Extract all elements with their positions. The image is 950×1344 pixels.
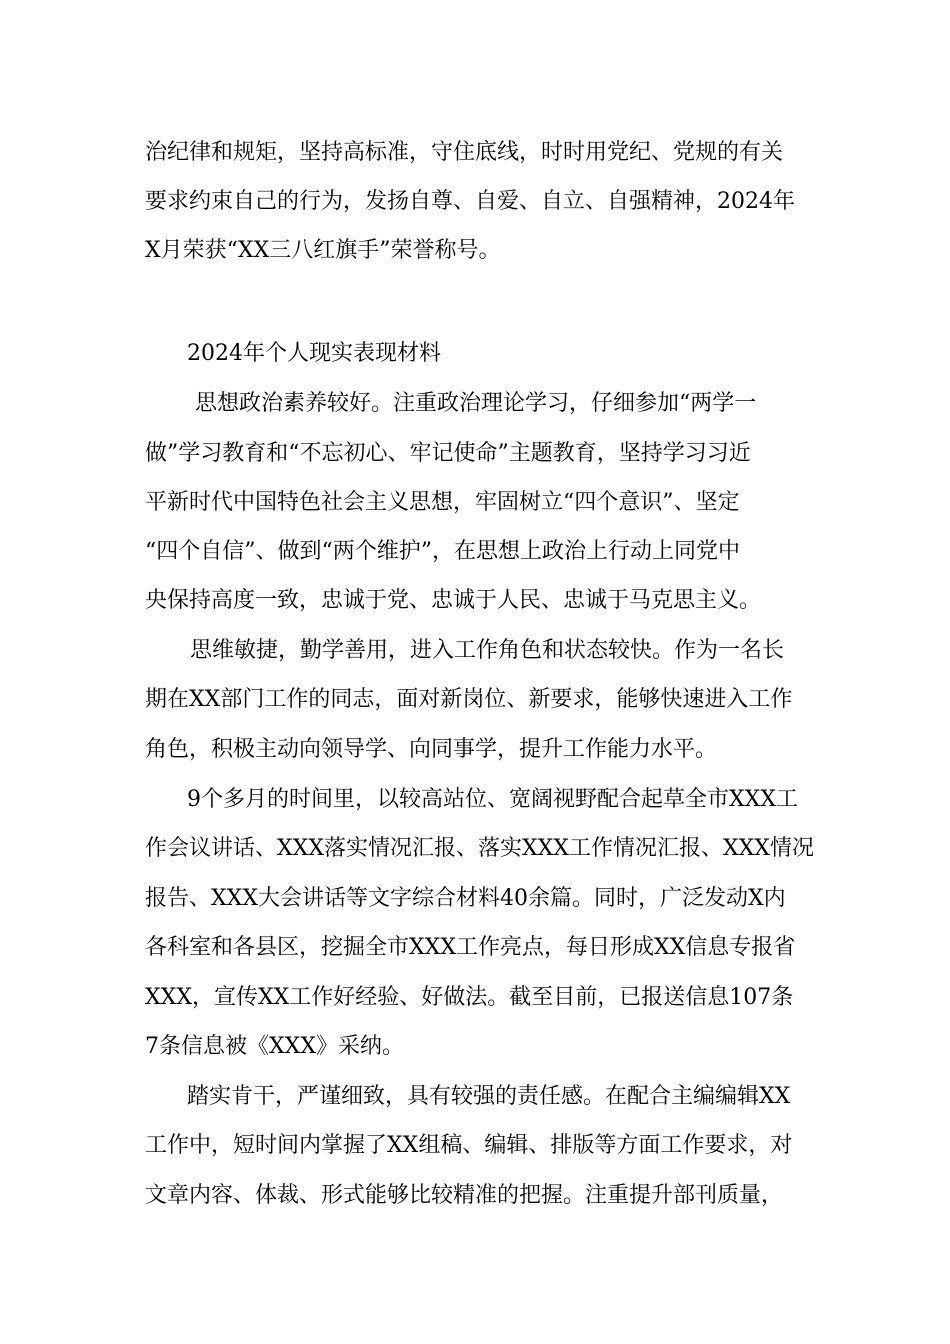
paragraph3-line-4: 各科室和各县区，挖掘全市XXX工作亮点，每日形成XX信息专报省: [145, 935, 796, 960]
paragraph3-line-5: XXX，宣传XX工作好经验、好做法。截至目前，已报送信息107条: [145, 985, 794, 1010]
paragraph4-line-2: 工作中，短时间内掌握了XX组稿、编辑、排版等方面工作要求，对: [145, 1133, 793, 1158]
paragraph3-line-3: 报告、XXX大会讲话等文字综合材料40余篇。同时，广泛发动X内: [145, 886, 786, 911]
paragraph1-line-1: 思想政治素养较好。注重政治理论学习，仔细参加“两学一: [195, 391, 757, 416]
intro-line-3: X月荣获“XX三八红旗手”荣誉称号。: [145, 238, 501, 263]
paragraph4-line-3: 文章内容、体裁、形式能够比较精准的把握。注重提升部刊质量，: [145, 1183, 784, 1208]
paragraph1-line-5: 央保持高度一致，忠诚于党、忠诚于人民、忠诚于马克思主义。: [145, 588, 762, 613]
paragraph3-line-2: 作会议讲话、XXX落实情况汇报、落实XXX工作情况汇报、XXX情况: [145, 836, 814, 861]
paragraph4-line-1: 踏实肯干，严谨细致，具有较强的责任感。在配合主编编辑XX: [187, 1084, 791, 1109]
intro-line-1: 治纪律和规矩，坚持高标准，守住底线，时时用党纪、党规的有关: [145, 140, 784, 165]
intro-line-2: 要求约束自己的行为，发扬自尊、自爱、自立、自强精神，2024年: [145, 189, 795, 214]
paragraph2-line-2: 期在XX部门工作的同志，面对新岗位、新要求，能够快速进入工作: [145, 687, 793, 712]
paragraph3-line-6: 7条信息被《XXX》采纳。: [145, 1034, 404, 1059]
paragraph1-line-3: 平新时代中国特色社会主义思想，牢固树立“四个意识”、坚定: [145, 490, 740, 515]
paragraph2-line-3: 角色，积极主动向领导学、向同事学，提升工作能力水平。: [145, 737, 718, 762]
paragraph3-line-1: 9个多月的时间里，以较高站位、宽阔视野配合起草全市XXX工: [187, 787, 798, 812]
paragraph1-line-4: “四个自信”、做到“两个维护”，在思想上政治上行动上同党中: [145, 539, 740, 564]
section-title: 2024年个人现实表现材料: [187, 341, 441, 366]
paragraph2-line-1: 思维敏捷，勤学善用，进入工作角色和状态较快。作为一名长: [190, 638, 785, 663]
paragraph1-line-2: 做”学习教育和“不忘初心、牢记使命”主题教育，坚持学习习近: [145, 441, 751, 466]
